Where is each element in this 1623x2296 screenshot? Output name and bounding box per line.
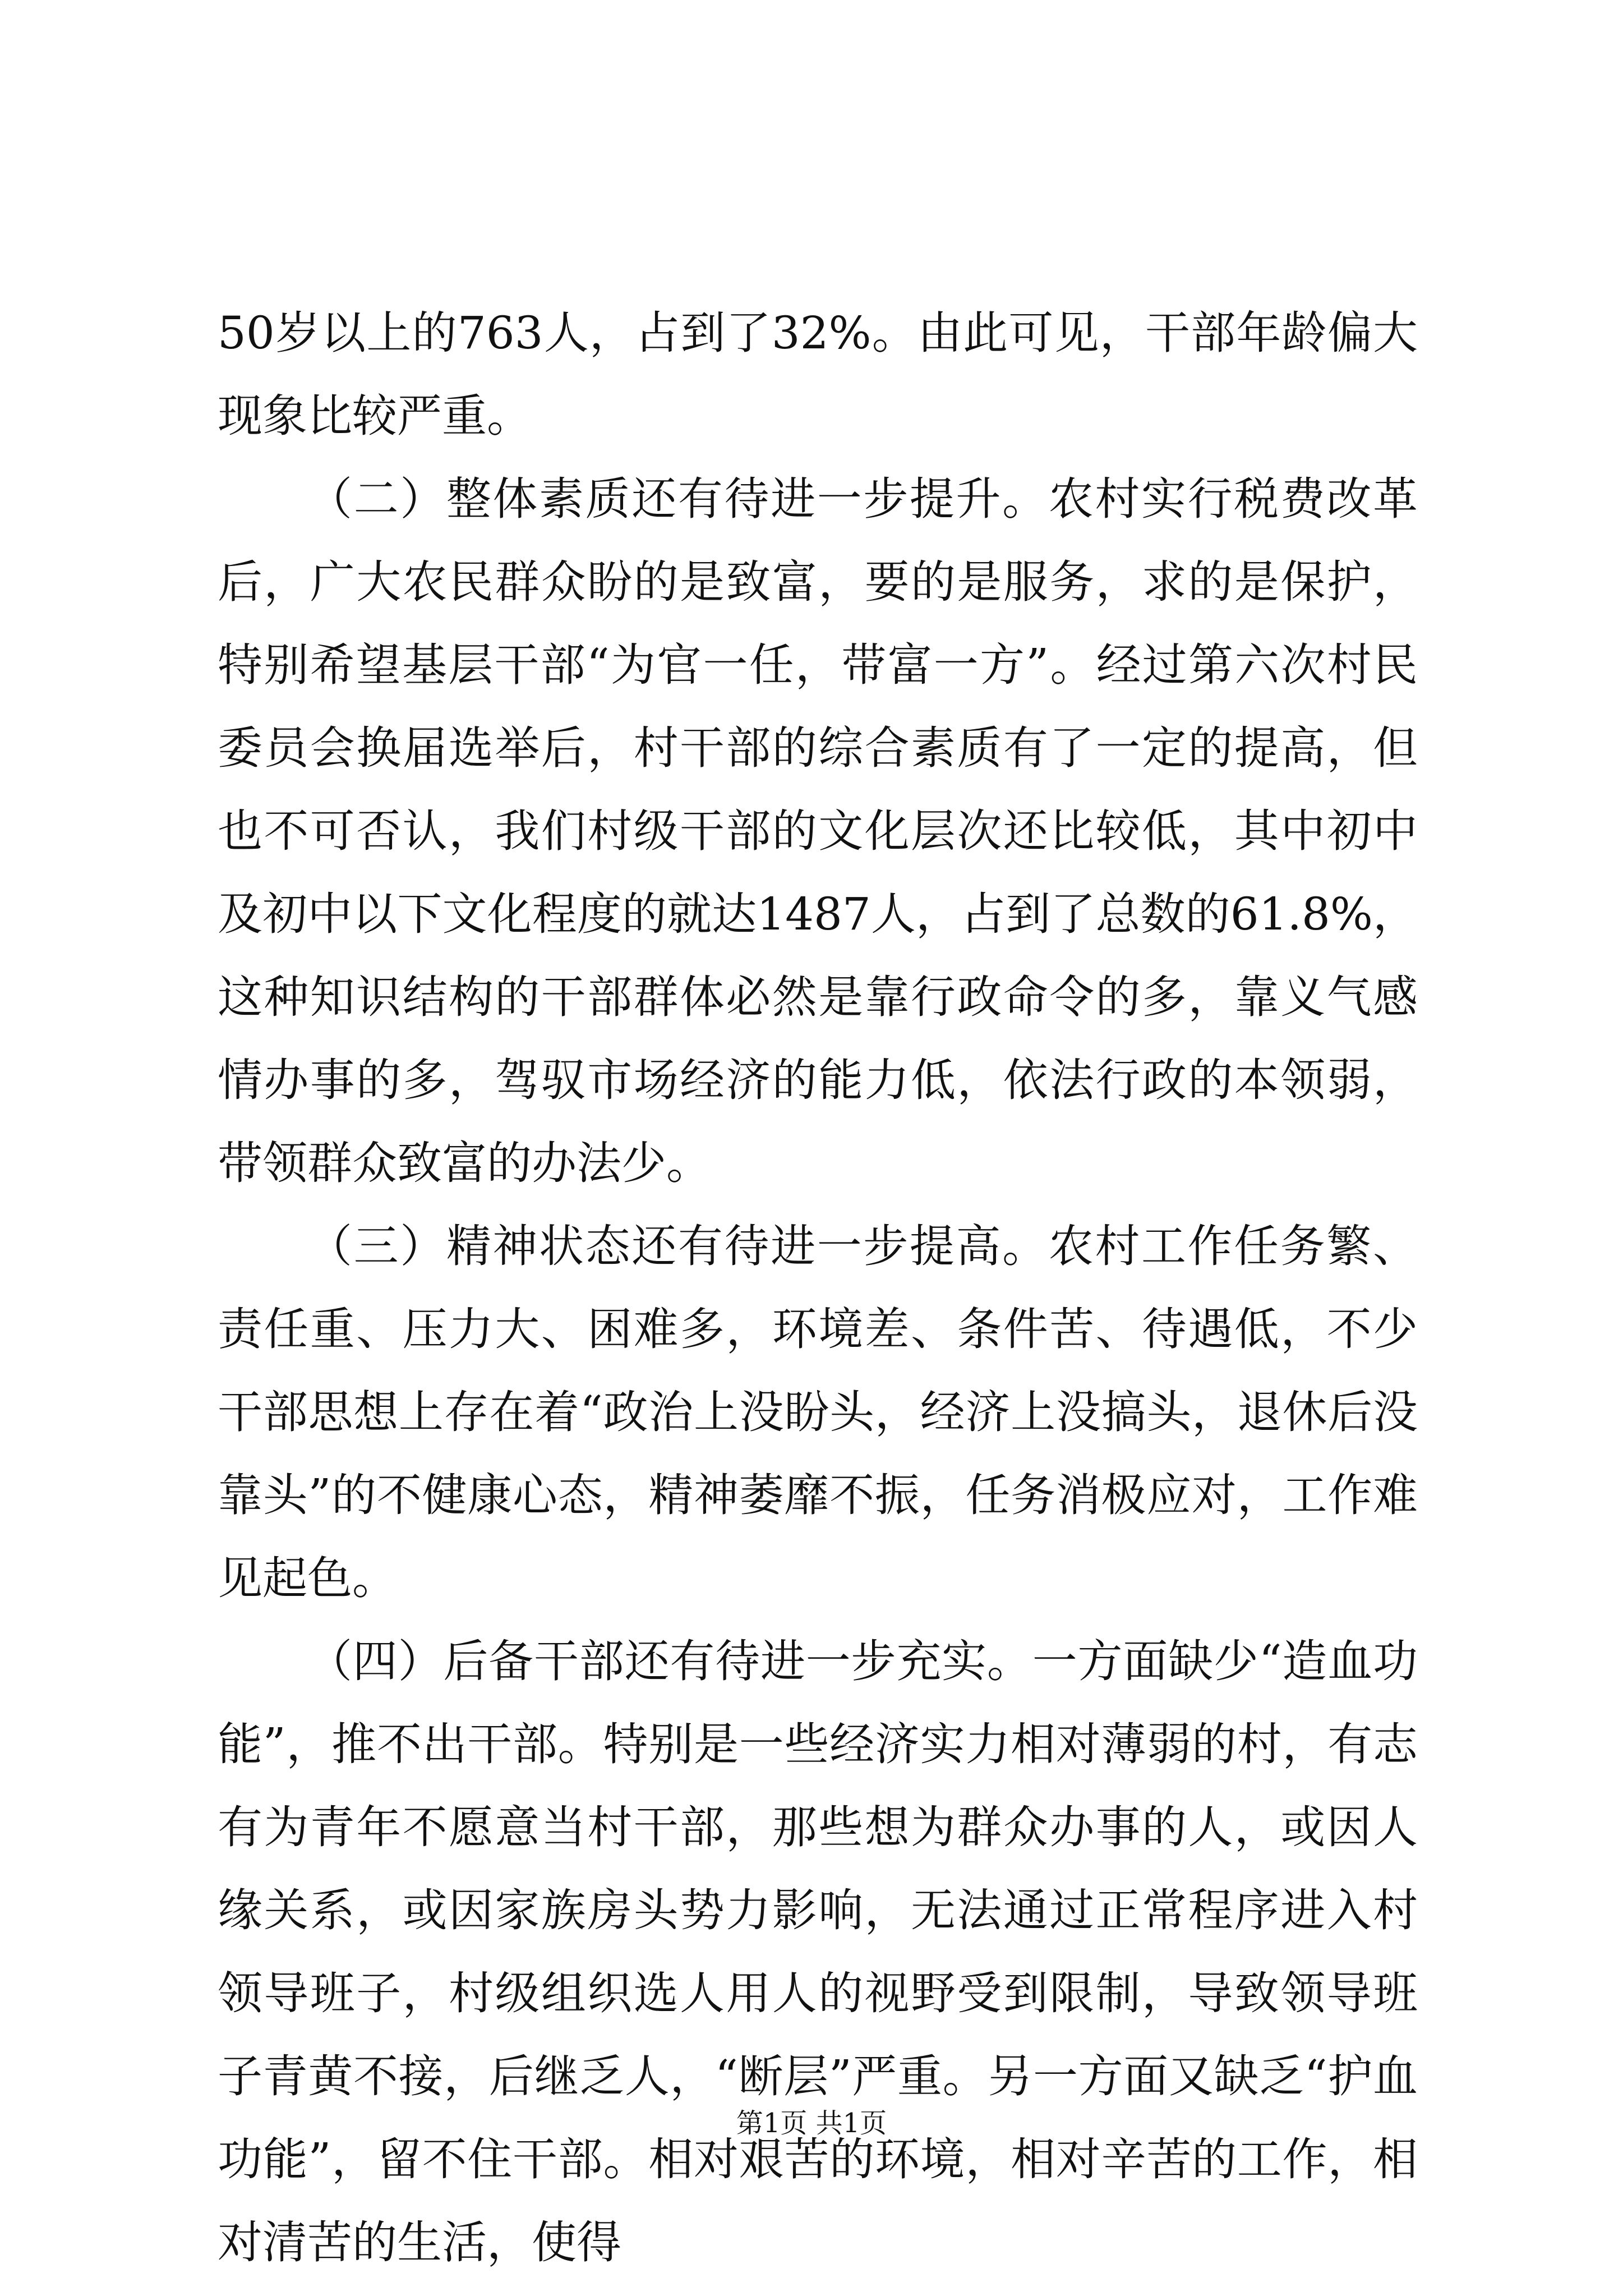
page-footer: 第1页 共1页 [736, 2108, 887, 2139]
paragraph-section-4: （四）后备干部还有待进一步充实。一方面缺少“造血功能”，推不出干部。特别是一些经济实力相对薄弱的村，有志有为青年不愿意当村干部，那些想为群众办事的人，或因人缘关系，或因家族房头势力影响，无法通过正常程序进入村领导班子，村级组织选人用人的视野受到限制，导致领导班子青黄不接，后继乏人，“断层”严重。另一方面又缺乏“护血功能”，留不住干部。相对艰苦的环境，相对辛苦的工作，相对清苦的生活，使得 [218, 1635, 1418, 2269]
paragraph-section-3: （三）精神状态还有待进一步提高。农村工作任务繁、责任重、压力大、困难多，环境差、条件苦、待遇低，不少干部思想上存在着“政治上没盼头，经济上没搞头，退休后没靠头”的不健康心态，精神萎靡不振，任务消极应对，工作难见起色。 [218, 1220, 1418, 1604]
paragraph-section-2: （二）整体素质还有待进一步提升。农村实行税费改革后，广大农民群众盼的是致富，要的是服务，求的是保护，特别希望基层干部“为官一任，带富一方”。经过第六次村民委员会换届选举后，村干部的综合素质有了一定的提高，但也不可否认，我们村级干部的文化层次还比较低，其中初中及初中以下文化程度的就达1487人，占到了总数的61.8%，这种知识结构的干部群体必然是靠行政命令的多，靠义气感情办事的多，驾驭市场经济的能力低，依法行政的本领弱，带领群众致富的办法少。 [218, 473, 1418, 1189]
document-body [218, 292, 1418, 2284]
paragraph-continuation: 50岁以上的763人，占到了32%。由此可见，干部年龄偏大现象比较严重。 [218, 307, 1418, 442]
